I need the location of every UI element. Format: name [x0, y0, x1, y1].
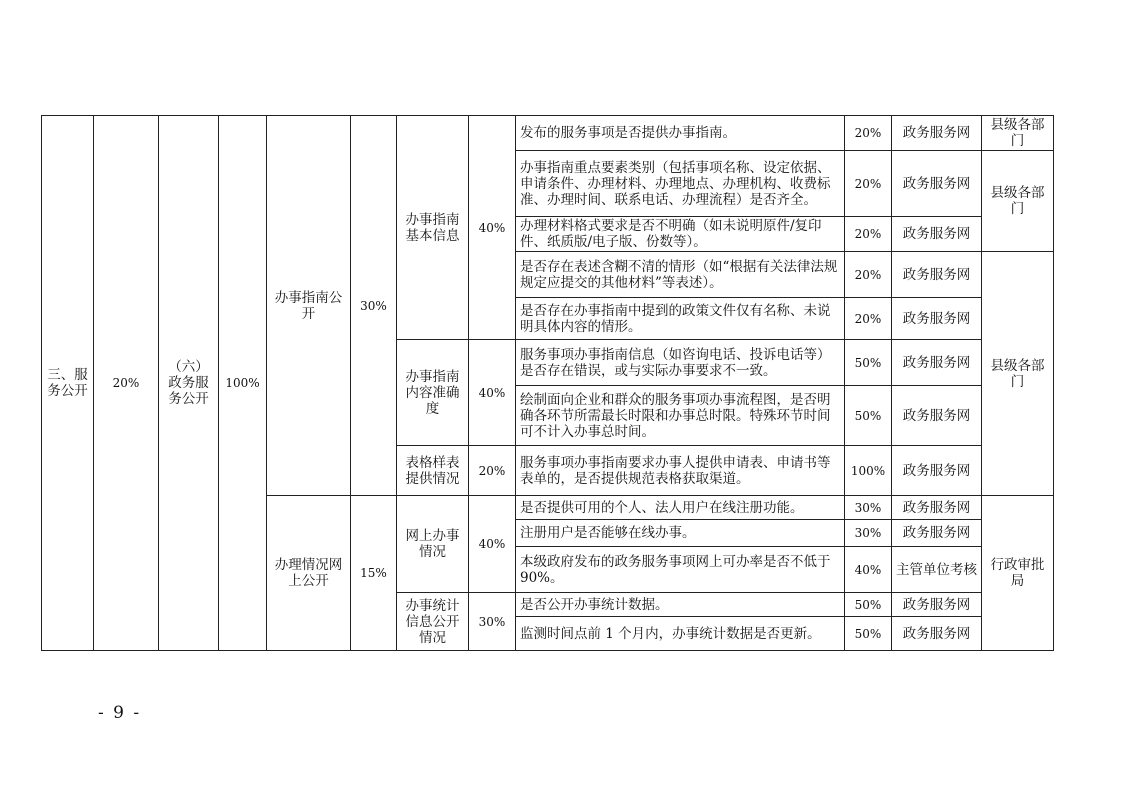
subcategory-name-cell: （六）政务服务公开 — [159, 116, 219, 651]
weight-cell: 30% — [845, 496, 892, 520]
group-weight-cell: 15% — [351, 496, 397, 651]
group-weight-cell: 30% — [351, 116, 397, 496]
weight-cell: 30% — [845, 520, 892, 547]
subcategory-weight-cell: 100% — [219, 116, 267, 651]
section-name-cell: 办事统计信息公开情况 — [397, 593, 469, 651]
group-name-cell: 办理情况网上公开 — [267, 496, 351, 651]
source-cell: 政务服务网 — [892, 520, 982, 547]
source-cell: 政务服务网 — [892, 386, 982, 446]
section-name-cell: 办事指南基本信息 — [397, 116, 469, 340]
source-cell: 政务服务网 — [892, 340, 982, 386]
weight-cell: 20% — [845, 116, 892, 151]
group-name-cell: 办事指南公开 — [267, 116, 351, 496]
content-cell: 绘制面向企业和群众的服务事项办事流程图，是否明确各环节所需最长时限和办事总时限。特殊环节时间可不计入办事总时间。 — [516, 386, 845, 446]
weight-cell: 50% — [845, 340, 892, 386]
section-name-cell: 办事指南内容准确度 — [397, 340, 469, 446]
content-cell: 是否存在办事指南中提到的政策文件仅有名称、未说明具体内容的情形。 — [516, 298, 845, 340]
content-cell: 本级政府发布的政务服务事项网上可办率是否不低于 90%。 — [516, 547, 845, 593]
weight-cell: 50% — [845, 386, 892, 446]
source-cell: 政务服务网 — [892, 116, 982, 151]
content-cell: 注册用户是否能够在线办事。 — [516, 520, 845, 547]
content-cell: 是否提供可用的个人、法人用户在线注册功能。 — [516, 496, 845, 520]
section-name-cell: 表格样表提供情况 — [397, 446, 469, 496]
source-cell: 政务服务网 — [892, 298, 982, 340]
source-cell: 主管单位考核 — [892, 547, 982, 593]
department-cell: 行政审批局 — [982, 496, 1054, 651]
weight-cell: 20% — [845, 217, 892, 252]
table-row — [42, 116, 1054, 151]
category-weight-cell: 20% — [94, 116, 159, 651]
department-cell: 县级各部门 — [982, 252, 1054, 496]
section-weight-cell: 30% — [469, 593, 516, 651]
section-weight-cell: 40% — [469, 116, 516, 340]
section-weight-cell: 40% — [469, 496, 516, 593]
content-cell: 服务事项办事指南要求办事人提供申请表、申请书等表单的，是否提供规范表格获取渠道。 — [516, 446, 845, 496]
content-cell: 是否公开办事统计数据。 — [516, 593, 845, 617]
section-weight-cell: 40% — [469, 340, 516, 446]
source-cell: 政务服务网 — [892, 151, 982, 217]
evaluation-table — [41, 115, 1054, 651]
weight-cell: 50% — [845, 593, 892, 617]
page-number: - 9 - — [98, 703, 142, 723]
source-cell: 政务服务网 — [892, 217, 982, 252]
section-weight-cell: 20% — [469, 446, 516, 496]
content-cell: 办理材料格式要求是否不明确（如未说明原件/复印件、纸质版/电子版、份数等）。 — [516, 217, 845, 252]
source-cell: 政务服务网 — [892, 252, 982, 298]
weight-cell: 20% — [845, 252, 892, 298]
content-cell: 监测时间点前 1 个月内，办事统计数据是否更新。 — [516, 617, 845, 651]
weight-cell: 20% — [845, 298, 892, 340]
source-cell: 政务服务网 — [892, 446, 982, 496]
source-cell: 政务服务网 — [892, 496, 982, 520]
weight-cell: 100% — [845, 446, 892, 496]
weight-cell: 40% — [845, 547, 892, 593]
department-cell: 县级各部门 — [982, 151, 1054, 252]
content-cell: 办事指南重点要素类别（包括事项名称、设定依据、申请条件、办理材料、办理地点、办理机构、收费标准、办理时间、联系电话、办理流程）是否齐全。 — [516, 151, 845, 217]
source-cell: 政务服务网 — [892, 593, 982, 617]
section-name-cell: 网上办事情况 — [397, 496, 469, 593]
content-cell: 是否存在表述含糊不清的情形（如“根据有关法律法规规定应提交的其他材料”等表述）。 — [516, 252, 845, 298]
weight-cell: 50% — [845, 617, 892, 651]
category-name-cell: 三、服务公开 — [42, 116, 94, 651]
weight-cell: 20% — [845, 151, 892, 217]
department-cell: 县级各部门 — [982, 116, 1054, 151]
content-cell: 服务事项办事指南信息（如咨询电话、投诉电话等）是否存在错误，或与实际办事要求不一致。 — [516, 340, 845, 386]
source-cell: 政务服务网 — [892, 617, 982, 651]
content-cell: 发布的服务事项是否提供办事指南。 — [516, 116, 845, 151]
